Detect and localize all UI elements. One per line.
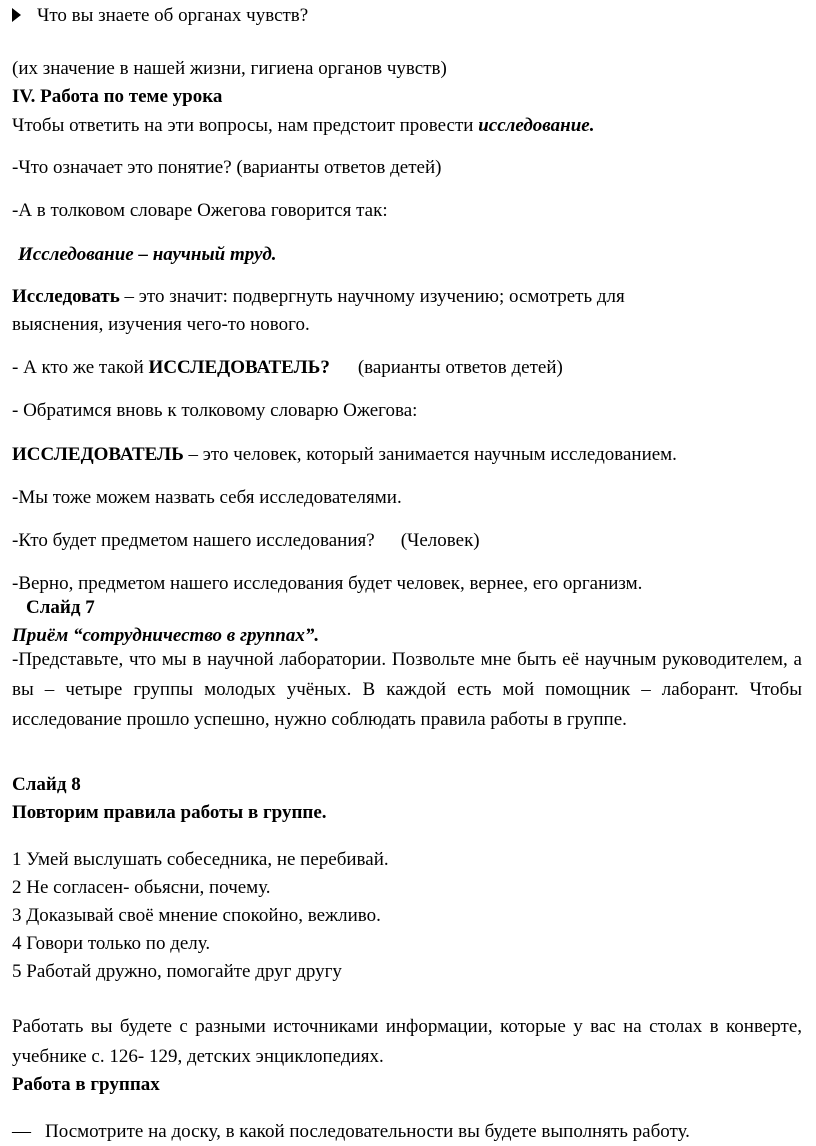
section-title: IV. Работа по теме урока <box>12 86 223 107</box>
rule-item-3: 3 Доказывай своё мнение спокойно, вежливо. <box>12 905 381 926</box>
subject-question-line: -Кто будет предметом нашего исследования? (Человек) <box>12 530 480 551</box>
again-dictionary-line: - Обратимся вновь к толковому словарю Ожегова: <box>12 400 418 421</box>
meaning-question: -Что означает это понятие? (варианты ответов детей) <box>12 157 442 178</box>
lab-paragraph: -Представьте, что мы в научной лаборатории. Позвольте мне быть её научным руководителем, а вы – четыре группы молодых учёных. В каждой есть мой помощник – лаборант. Чтобы исследование прошло успешно, нужно соблюдать правила работы в группе. <box>12 649 802 730</box>
rules-title: Повторим правила работы в группе. <box>12 802 327 823</box>
research-emphasis: исследование. <box>478 115 595 136</box>
rule-item-4: 4 Говори только по делу. <box>12 933 211 954</box>
researcher-definition: ИССЛЕДОВАТЕЛЬ – это человек, который занимается научным исследованием. <box>12 444 677 465</box>
ozhegov-line: -А в толковом словаре Ожегова говорится так: <box>12 200 388 221</box>
correct-line: -Верно, предметом нашего исследования будет человек, вернее, его организм. <box>12 573 643 594</box>
question-hint: (их значение в нашей жизни, гигиена органов чувств) <box>12 58 447 79</box>
slide-7-label: Слайд 7 <box>26 597 95 618</box>
groups-title: Работа в группах <box>12 1074 160 1095</box>
triangle-bullet-icon <box>12 8 21 22</box>
slide-8-label: Слайд 8 <box>12 774 81 795</box>
research-definition: Исследование – научный труд. <box>18 244 277 265</box>
rule-item-5: 5 Работай дружно, помогайте друг другу <box>12 961 342 982</box>
investigate-definition-line-1: Исследовать – это значит: подвергнуть научному изучению; осмотреть для <box>12 286 625 307</box>
sources-paragraph: Работать вы будете с разными источниками информации, которые у вас на столах в конверте, учебнике с. 126- 129, детских энциклопедиях. <box>12 1016 802 1067</box>
question-line: Что вы знаете об органах чувств? <box>12 4 804 28</box>
who-researcher-line: - А кто же такой ИССЛЕДОВАТЕЛЬ? (варианты ответов детей) <box>12 357 563 378</box>
board-instruction-line: — Посмотрите на доску, в какой последовательности вы будете выполнять работу. <box>12 1121 690 1142</box>
method-title: Приём “сотрудничество в группах”. <box>12 625 320 646</box>
rule-item-1: 1 Умей выслушать собеседника, не перебивай. <box>12 849 389 870</box>
investigate-definition-line-2: выяснения, изучения чего-то нового. <box>12 314 310 335</box>
em-dash-marker: — <box>12 1121 31 1142</box>
rule-item-2: 2 Не согласен- обьясни, почему. <box>12 877 271 898</box>
intro-line: Чтобы ответить на эти вопросы, нам предстоит провести исследование. <box>12 115 595 136</box>
we-too-line: -Мы тоже можем назвать себя исследователями. <box>12 487 402 508</box>
